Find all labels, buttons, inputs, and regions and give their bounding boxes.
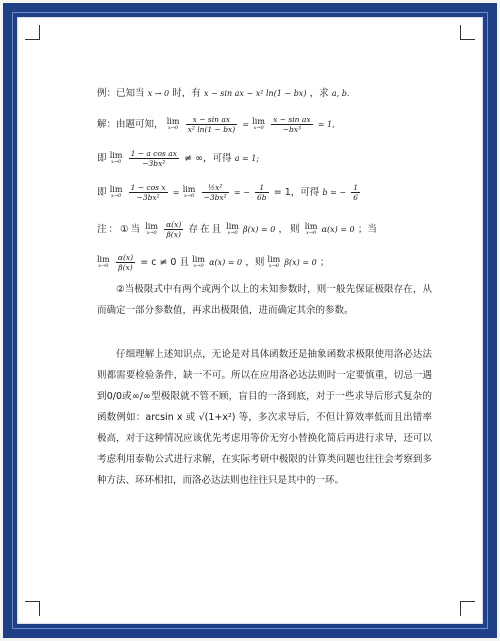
document-page [17,17,483,624]
limit-symbol: lim x→0 [267,254,281,269]
example-label: 例：已知当 [97,88,145,99]
note-beta-zero-2: β(x) = 0 [284,258,317,267]
limit-symbol: lim x→0 [109,184,123,199]
step3-b-eq: b = − [322,188,347,197]
step2-result: a = 1; [234,154,260,163]
step3-mid: = 1，可得 [273,187,320,198]
note-when: ；当 [357,224,377,235]
solution-fraction-2: $\frac{\text{x − sin ax}}{\text{−bx³}}$ [273,115,311,134]
note-end: ； [319,257,330,268]
note-exists: 存在且 [188,224,223,235]
example-condition: x → 0 [147,89,170,98]
step3-prefix: 即 [97,187,107,198]
step3-line: 即 lim x→0 $\frac{\text{1 − cos x}}{\text{−3bx²}}$ = lim x→0 $\frac{\text{½x²}}{\text{−3bx²}}$ = − $\frac{1}{6b}$ = 1，可得 b = − $\frac{1}{6}$ [97,183,359,202]
crop-mark-top-left [25,25,40,40]
example-line [97,87,349,101]
step3-fraction-1: $\frac{\text{1 − cos x}}{\text{−3bx²}}$ [130,183,166,202]
crop-mark-bottom-right [460,601,475,616]
solution-result: = 1, [317,120,335,129]
step3-fraction-3: $\frac{1}{6b}$ [257,183,267,202]
step2-line [97,149,259,168]
note-fraction: $\frac{\alpha(x)}{\beta(x)}$ [166,220,182,239]
note-alpha-zero: α(x) = 0 [321,225,355,234]
step2-prefix: 即 [97,153,107,164]
note-c-nonzero: = c ≠ 0 且 [140,257,190,268]
limit-symbol: lim x→0 [182,184,196,199]
step3-fraction-2: $\frac{\text{½x²}}{\text{−3bx²}}$ [203,183,227,202]
limit-symbol: lim x→0 [109,150,123,165]
example-tail: ，求 [309,88,329,99]
crop-mark-top-right [460,25,475,40]
solution-label: 解：由题可知， [97,119,164,130]
note-alpha-zero-2: α(x) = 0 [209,258,243,267]
example-expression: x − sin ax − x² ln(1 − bx) [203,89,307,98]
step3-eq: = − [233,188,250,197]
paragraph-multi-parameter: ②当极限式中有两个或两个以上的未知参数时，则一般先保证极限存在，从而确定一部分参数值，再求出极限值，进而确定其余的参数。 [97,284,432,316]
limit-symbol: lim x→0 [145,221,158,236]
note-line-2 [97,253,329,272]
note-then: ，则 [278,224,302,235]
limit-symbol: lim x→0 [226,221,239,236]
note-beta-zero: β(x) = 0 [243,225,276,234]
step2-fraction: $\frac{\text{1 − a cos ax}}{\text{−3bx²}}$ [130,149,177,168]
paragraph-summary: 仔细理解上述知识点，无论是对具体函数还是抽象函数求极限使用洛必达法则都需要检验条件，缺一不可。所以在应用洛必达法则时一定要慎重，切忌一遇到0/0或∞/∞型极限就不管不顾，盲目的一洛到底，对于一些求导后形式复杂的函数例如：arcsin x 或 √(1+x²) 等，多次求导后，不但计算效率低而且出错率极高，对于这种情况应该优先考虑用等价无穷小替换化简后再进行求导，还可以考虑利用泰勒公式进行求解，在实际考研中极限的计算类问题也往往会考察到多种方法、环环相扣，而洛必达法则也往往只是其中的一环。 [97,349,432,486]
step3-b-fraction: $\frac{1}{6}$ [353,183,359,202]
note-fraction-2: $\frac{\alpha(x)}{\beta(x)}$ [117,253,134,272]
crop-mark-bottom-left [25,601,40,616]
solution-fraction-1: $\frac{\text{x − sin ax}}{\text{x² ln(1 − bx)}}$ [187,115,236,134]
note-then-2: ，则 [245,257,265,268]
solution-line: 解：由题可知， lim x→0 $\frac{\text{x − sin ax}}{\text{x² ln(1 − bx)}}$ = lim x→0 $\frac{\text{x − sin ax}}{\text{−bx³}}$ = 1, [97,115,335,134]
example-vars: a, b. [331,89,350,98]
example-mid: 时，有 [172,88,201,99]
note-line-1 [97,220,377,239]
step2-mid: ≠ ∞，可得 [184,153,232,164]
note-prefix: 注：①当 [97,224,143,235]
limit-symbol: lim x→0 [252,116,265,131]
limit-symbol: lim x→0 [97,254,110,269]
limit-symbol: lim x→0 [166,116,180,131]
limit-symbol: lim x→0 [304,221,318,236]
limit-symbol: lim x→0 [192,254,205,269]
